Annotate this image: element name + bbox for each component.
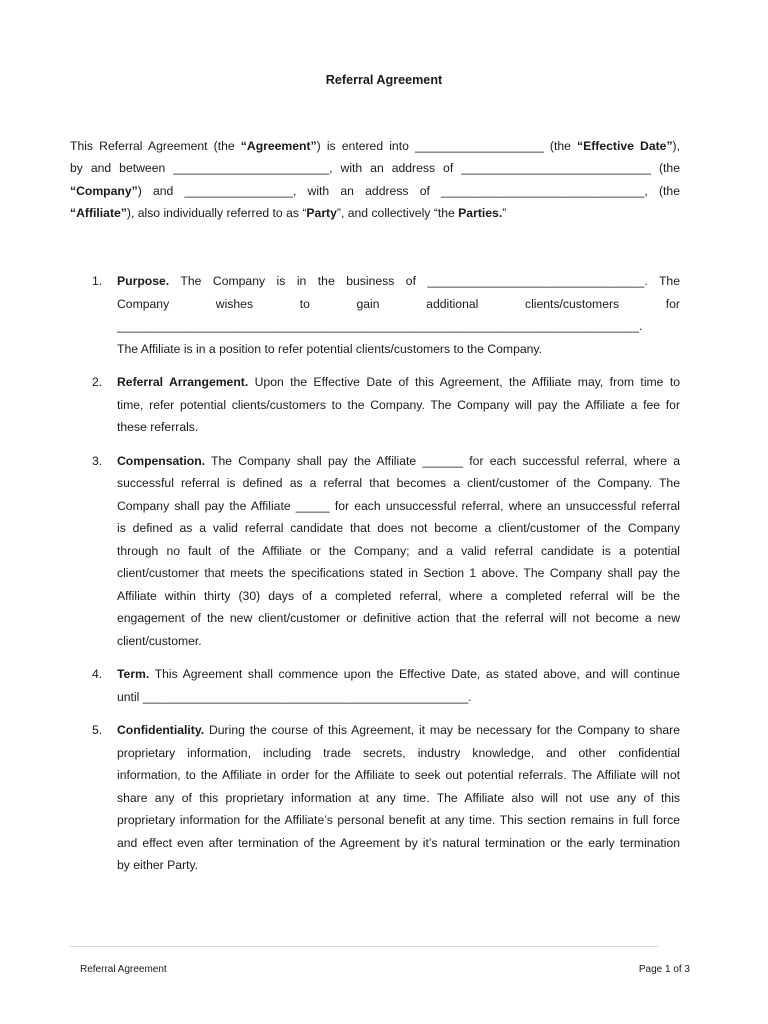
- section-label: Compensation.: [117, 453, 206, 468]
- footer-divider: [70, 946, 658, 947]
- section-label: Purpose.: [117, 274, 170, 288]
- section-referral-arrangement: 2. Referral Arrangement. Upon the Effective Date of this Agreement, the Affiliate may, from time to time, refer potential clients/customers to the Company. The Company will pay the Affiliate a fee for these referrals.: [92, 371, 680, 439]
- section-label: Confidentiality.: [117, 723, 205, 737]
- section-compensation: 3. Compensation. The Company shall pay the Affiliate ______ for each successful referral, where a successful referral is defined as a referral that becomes a client/customer of the Company. The Company shall pay the Affiliate _____ for each unsuccessful referral, where an unsuccessful referral is defined as a valid referral candidate that does not become a client/customer of the Company through no fault of the Affiliate or the Company; and a valid referral candidate is a potential client/customer that meets the specifications stated in Section 1 above. The Company shall pay the Affiliate within thirty (30) days of a completed referral, where a completed referral will be the engagement of the new client/customer or definitive action that the referral will not become a new client/customer.: [92, 450, 680, 653]
- section-confidentiality: 5. Confidentiality. During the course of this Agreement, it may be necessary for the Company to share proprietary information, including trade secrets, industry knowledge, and other confidential information, to the Affiliate in order for the Affiliate to seek out potential referrals. The Affiliate will not share any of this proprietary information at any time. The Affiliate also will not use any of this proprietary information for the Affiliate’s personal benefit at any time. This section remains in full force and effect even after termination of the Agreement by it’s natural termination or the early termination by either Party.: [92, 719, 680, 877]
- intro-paragraph: [70, 135, 680, 224]
- section-label: Referral Arrangement.: [117, 375, 249, 389]
- section-number: 2.: [92, 375, 103, 389]
- intro-line-3: “Company”) and ________________, with an address of ______________________________, (the: [70, 183, 680, 198]
- footer-document-name: Referral Agreement: [80, 964, 167, 975]
- section-label: Term.: [117, 667, 150, 681]
- section-number: 4.: [92, 667, 103, 681]
- section-number: 5.: [92, 723, 103, 737]
- section-purpose: 1. Purpose. The Company is in the business of ________________________________. The Company wishes to gain additional clients/customers for _____________________________________________________________________________. The Affiliate is in a position to refer potential clients/customers to the Company.: [92, 270, 680, 360]
- section-number: 1.: [92, 274, 103, 288]
- intro-line-1: This Referral Agreement (the “Agreement”) is entered into ___________________ (the “Effective Date”),: [70, 139, 680, 153]
- intro-line-2: by and between _______________________, with an address of ____________________________ (the: [70, 161, 680, 176]
- section-term: 4. Term. This Agreement shall commence upon the Effective Date, as stated above, and will continue until ________________________________________________.: [92, 663, 680, 708]
- sections-list: [92, 270, 680, 888]
- section-number: 3.: [92, 453, 103, 468]
- intro-line-4: “Affiliate”), also individually referred to as “Party”, and collectively “the Parties.”: [70, 205, 507, 220]
- footer-page-number: Page 1 of 3: [638, 964, 690, 975]
- document-title: Referral Agreement: [325, 73, 443, 87]
